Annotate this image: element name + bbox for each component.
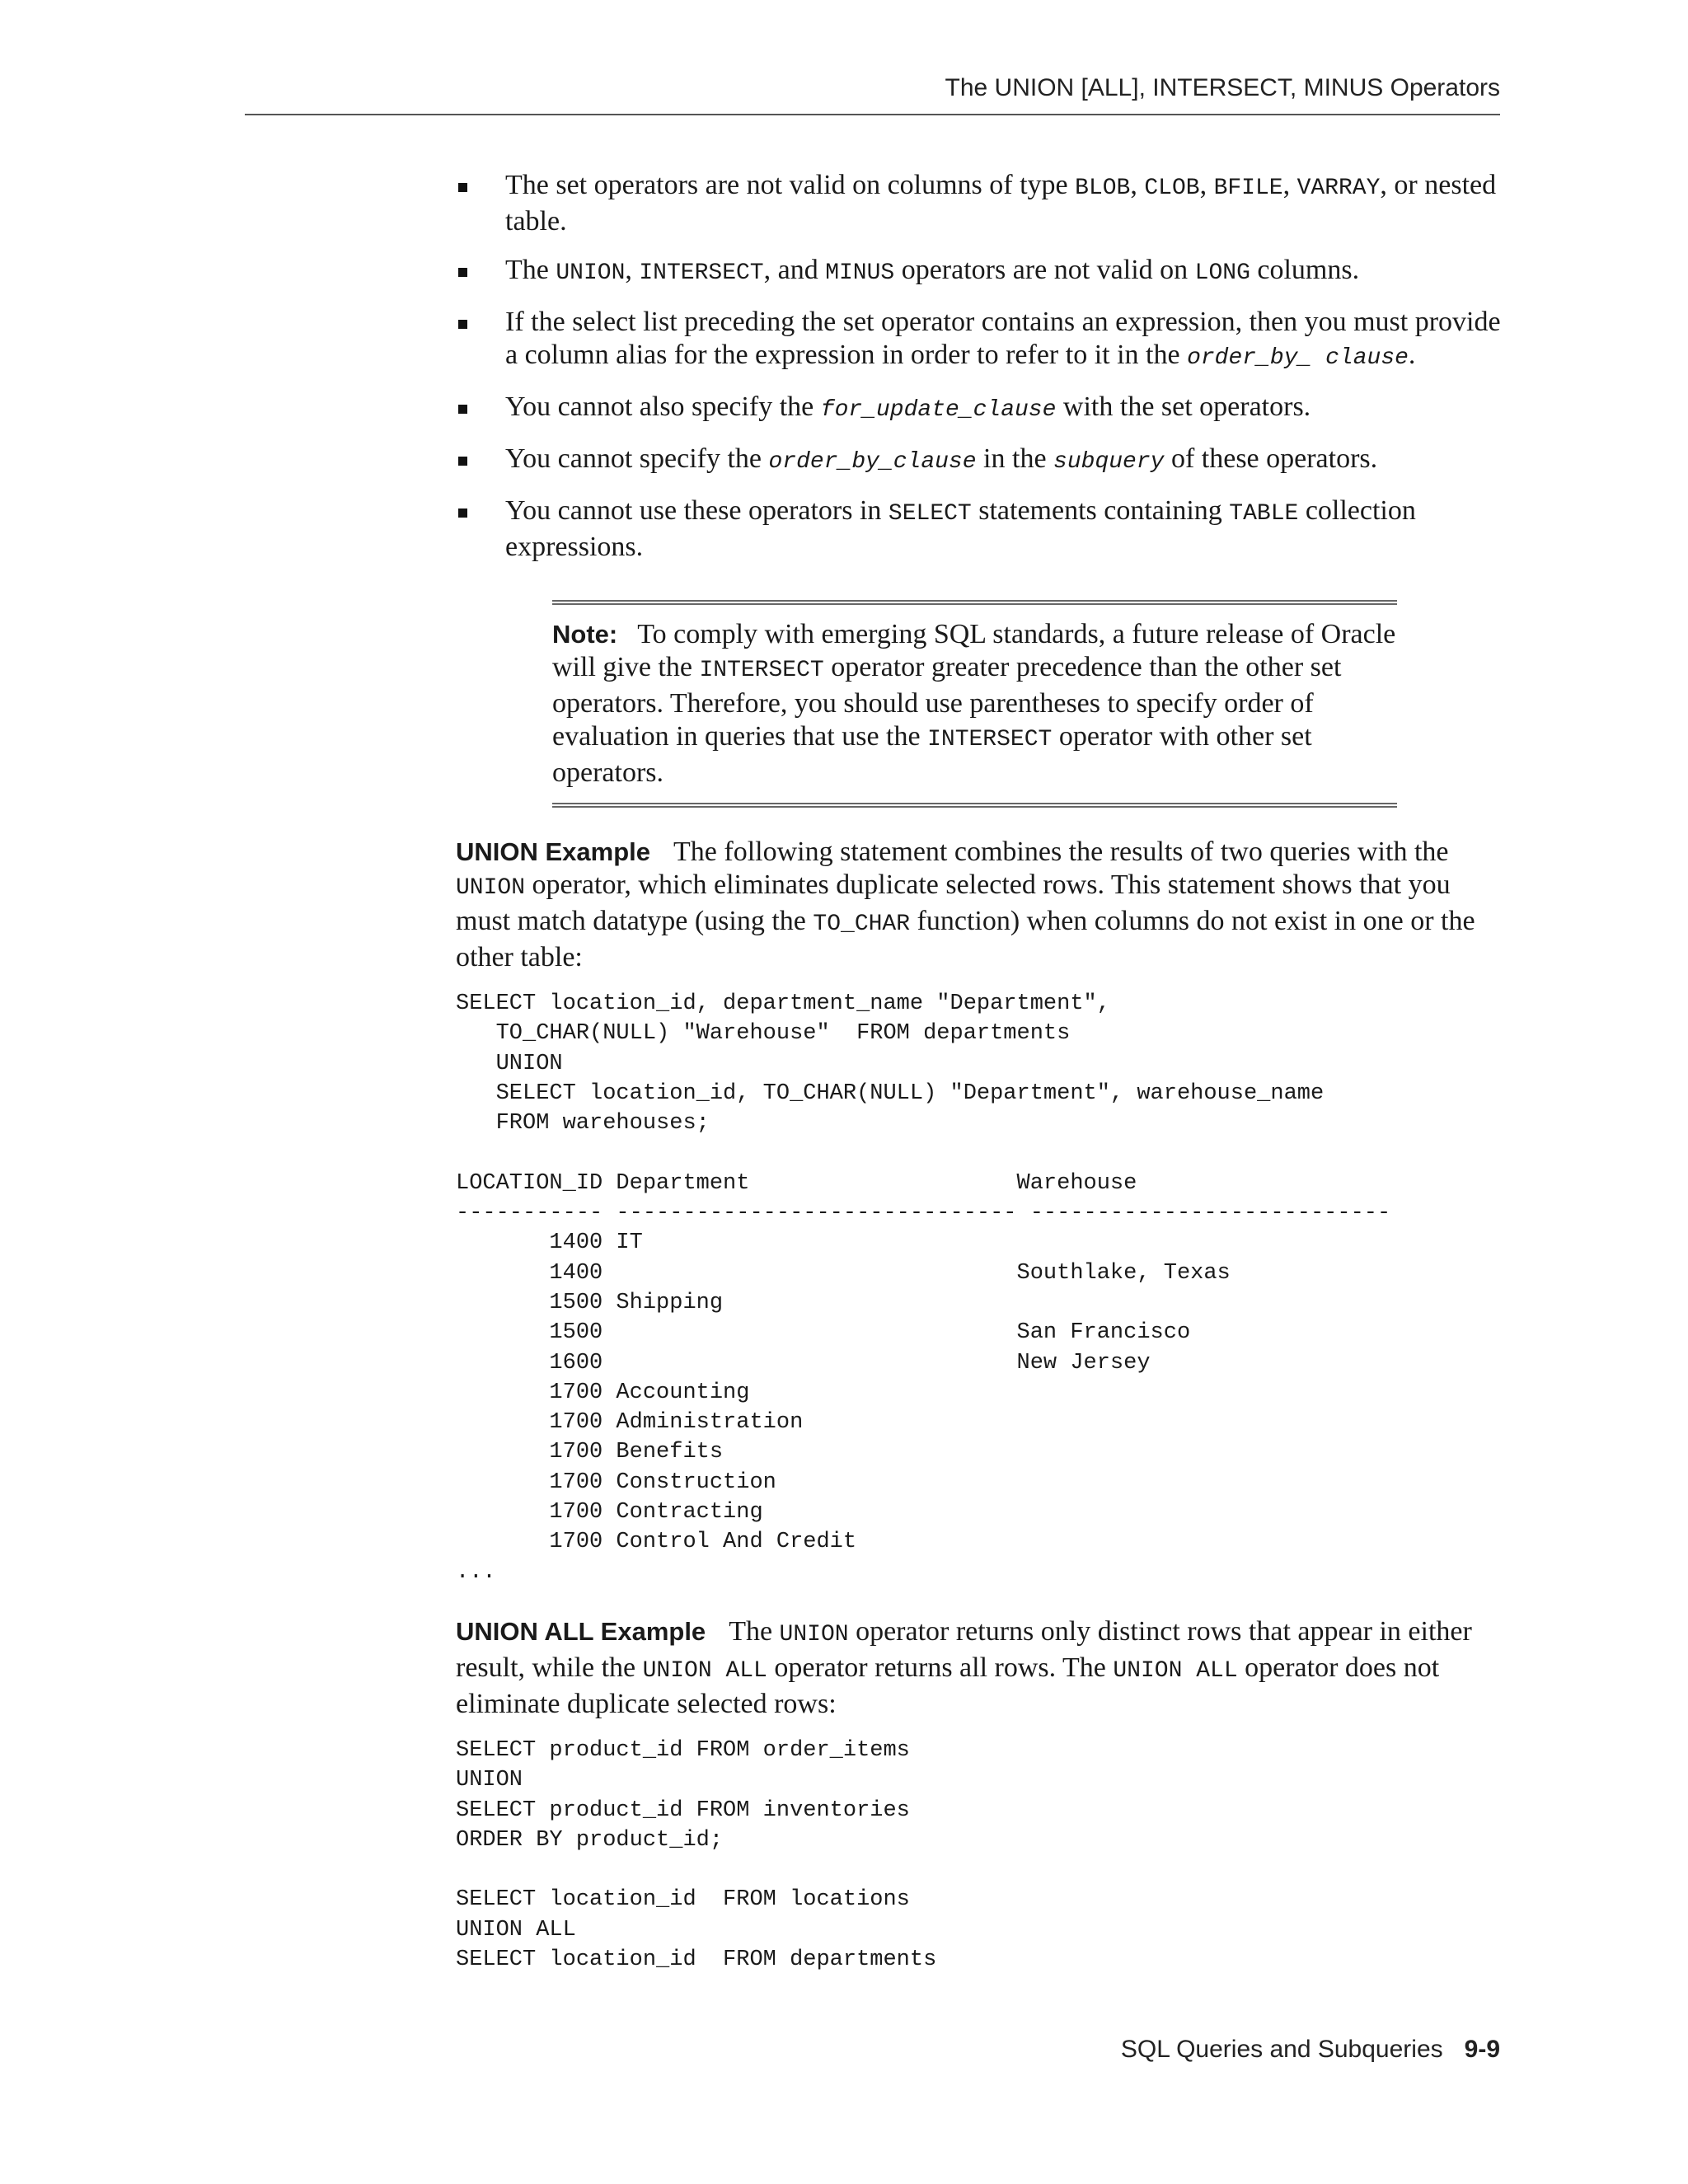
list-item xyxy=(456,494,1503,564)
code-term: TO_CHAR xyxy=(813,912,911,937)
text-run: The xyxy=(729,1615,780,1647)
union-all-example-code: SELECT product_id FROM order_items UNION SELECT product_id FROM inventories ORDER BY product_id; SELECT location_id FROM locations UNION ALL SELECT location_id FROM departments xyxy=(456,1737,937,1973)
list-item xyxy=(456,169,1503,238)
text-run: . xyxy=(1408,340,1416,370)
text-run: , xyxy=(1282,170,1297,200)
list-item-text xyxy=(505,443,1377,474)
text-run: operator, which eliminates duplicate selected rows. This statement shows that you must match datatype (using the xyxy=(456,869,1451,936)
code-term: UNION xyxy=(456,875,526,901)
list-item xyxy=(456,306,1503,375)
bullet-icon xyxy=(458,183,467,192)
code-term: INTERSECT xyxy=(699,658,824,683)
text-run: operator greater precedence than the other set operators. Therefore, you should use parentheses to specify order of evaluation in queries that use the xyxy=(552,652,1342,752)
bullet-icon xyxy=(458,457,467,466)
text-run: To comply with emerging SQL standards, a future release of Oracle will give the xyxy=(552,619,1396,682)
page-number: 9-9 xyxy=(1464,2036,1500,2063)
code-term: MINUS xyxy=(825,260,895,286)
code-term: SELECT xyxy=(888,501,972,527)
text-run: in the xyxy=(976,443,1054,474)
union-all-example-paragraph xyxy=(456,1615,1503,1721)
union-example-heading: UNION Example xyxy=(456,837,651,866)
code-term: LONG xyxy=(1194,260,1250,286)
code-term: order_by_clause xyxy=(768,449,977,475)
note-body xyxy=(552,619,1395,788)
list-item-text xyxy=(505,391,1311,422)
code-term: CLOB xyxy=(1144,176,1200,201)
bullet-icon xyxy=(458,268,467,277)
text-run: operator returns only distinct rows that appear in either result, while the xyxy=(456,1615,1472,1683)
code-term: INTERSECT xyxy=(927,727,1053,752)
note-label: Note: xyxy=(552,620,618,649)
code-term: INTERSECT xyxy=(639,260,764,286)
code-term: BLOB xyxy=(1075,176,1131,201)
note-text xyxy=(552,618,1397,790)
union-example-code: SELECT location_id, department_name "Department", TO_CHAR(NULL) "Warehouse" FROM departments UNION SELECT location_id, TO_CHAR(NULL) "Department", warehouse_name FROM warehouses; LOCATION_ID Department Warehouse ----------- ------------------------------ --------------------------- 1400 IT 1400 Southlake, Texas 1500 Shipping 1500 San Francisco 1600 New Jersey 1700 Accounting 1700 Administration 1700 Benefits 1700 Construction 1700 Contracting 1700 Control And Credit ... xyxy=(456,991,1391,1585)
union-example-paragraph xyxy=(456,836,1503,974)
code-term: TABLE xyxy=(1229,501,1299,527)
text-run: , and xyxy=(763,255,826,285)
page-footer xyxy=(1121,2036,1500,2064)
list-item-text xyxy=(505,255,1359,285)
text-run: operator with other set operators. xyxy=(552,721,1312,788)
text-run: statements containing xyxy=(971,495,1230,526)
text-run: operator returns all rows. The xyxy=(767,1652,1114,1683)
code-term: UNION ALL xyxy=(642,1657,767,1684)
bullet-icon xyxy=(458,405,467,414)
text-run: The set operators are not valid on columns of type xyxy=(505,170,1076,200)
code-term: for_update_clause xyxy=(820,397,1057,423)
text-run: , or nested table. xyxy=(505,170,1497,237)
union-all-example-heading: UNION ALL Example xyxy=(456,1616,706,1646)
text-run: You cannot specify the xyxy=(505,443,769,474)
list-item-text xyxy=(505,170,1496,237)
note-box xyxy=(552,600,1397,808)
list-item-text xyxy=(505,307,1501,370)
text-run: , xyxy=(1130,170,1145,200)
text-run: If the select list preceding the set operator contains an expression, then you must provide a column alias for the expression in order to refer to it in the xyxy=(505,307,1501,370)
bullet-icon xyxy=(458,509,467,518)
list-item xyxy=(456,391,1503,427)
bullet-icon xyxy=(458,320,467,329)
text-run: with the set operators. xyxy=(1056,391,1311,422)
list-item-text xyxy=(505,495,1416,562)
code-term: UNION xyxy=(556,260,626,286)
page-content xyxy=(456,169,1503,1975)
running-header: The UNION [ALL], INTERSECT, MINUS Operators xyxy=(945,74,1500,101)
code-term: UNION ALL xyxy=(1113,1657,1238,1684)
header-rule xyxy=(245,114,1500,115)
text-run: columns. xyxy=(1250,255,1360,285)
code-term: UNION xyxy=(779,1621,849,1647)
code-term: BFILE xyxy=(1213,176,1283,201)
text-run: operator does not eliminate duplicate selected rows: xyxy=(456,1652,1440,1719)
text-run: , xyxy=(625,255,640,285)
text-run: The following statement combines the results of two queries with the xyxy=(673,837,1449,867)
footer-section-title: SQL Queries and Subqueries xyxy=(1120,2036,1443,2063)
code-term: VARRAY xyxy=(1296,176,1381,201)
list-item xyxy=(456,443,1503,479)
text-run: collection expressions. xyxy=(505,495,1416,562)
text-run: , xyxy=(1199,170,1214,200)
code-term: order_by_ clause xyxy=(1187,345,1409,371)
text-run: The xyxy=(505,255,556,285)
text-run: You cannot use these operators in xyxy=(505,495,889,526)
list-item xyxy=(456,254,1503,290)
text-run: operators are not valid on xyxy=(894,255,1195,285)
code-term: subquery xyxy=(1053,449,1165,475)
text-run: You cannot also specify the xyxy=(505,391,821,422)
text-run: function) when columns do not exist in one or the other table: xyxy=(456,906,1475,972)
restrictions-list xyxy=(456,169,1503,564)
text-run: of these operators. xyxy=(1164,443,1378,474)
